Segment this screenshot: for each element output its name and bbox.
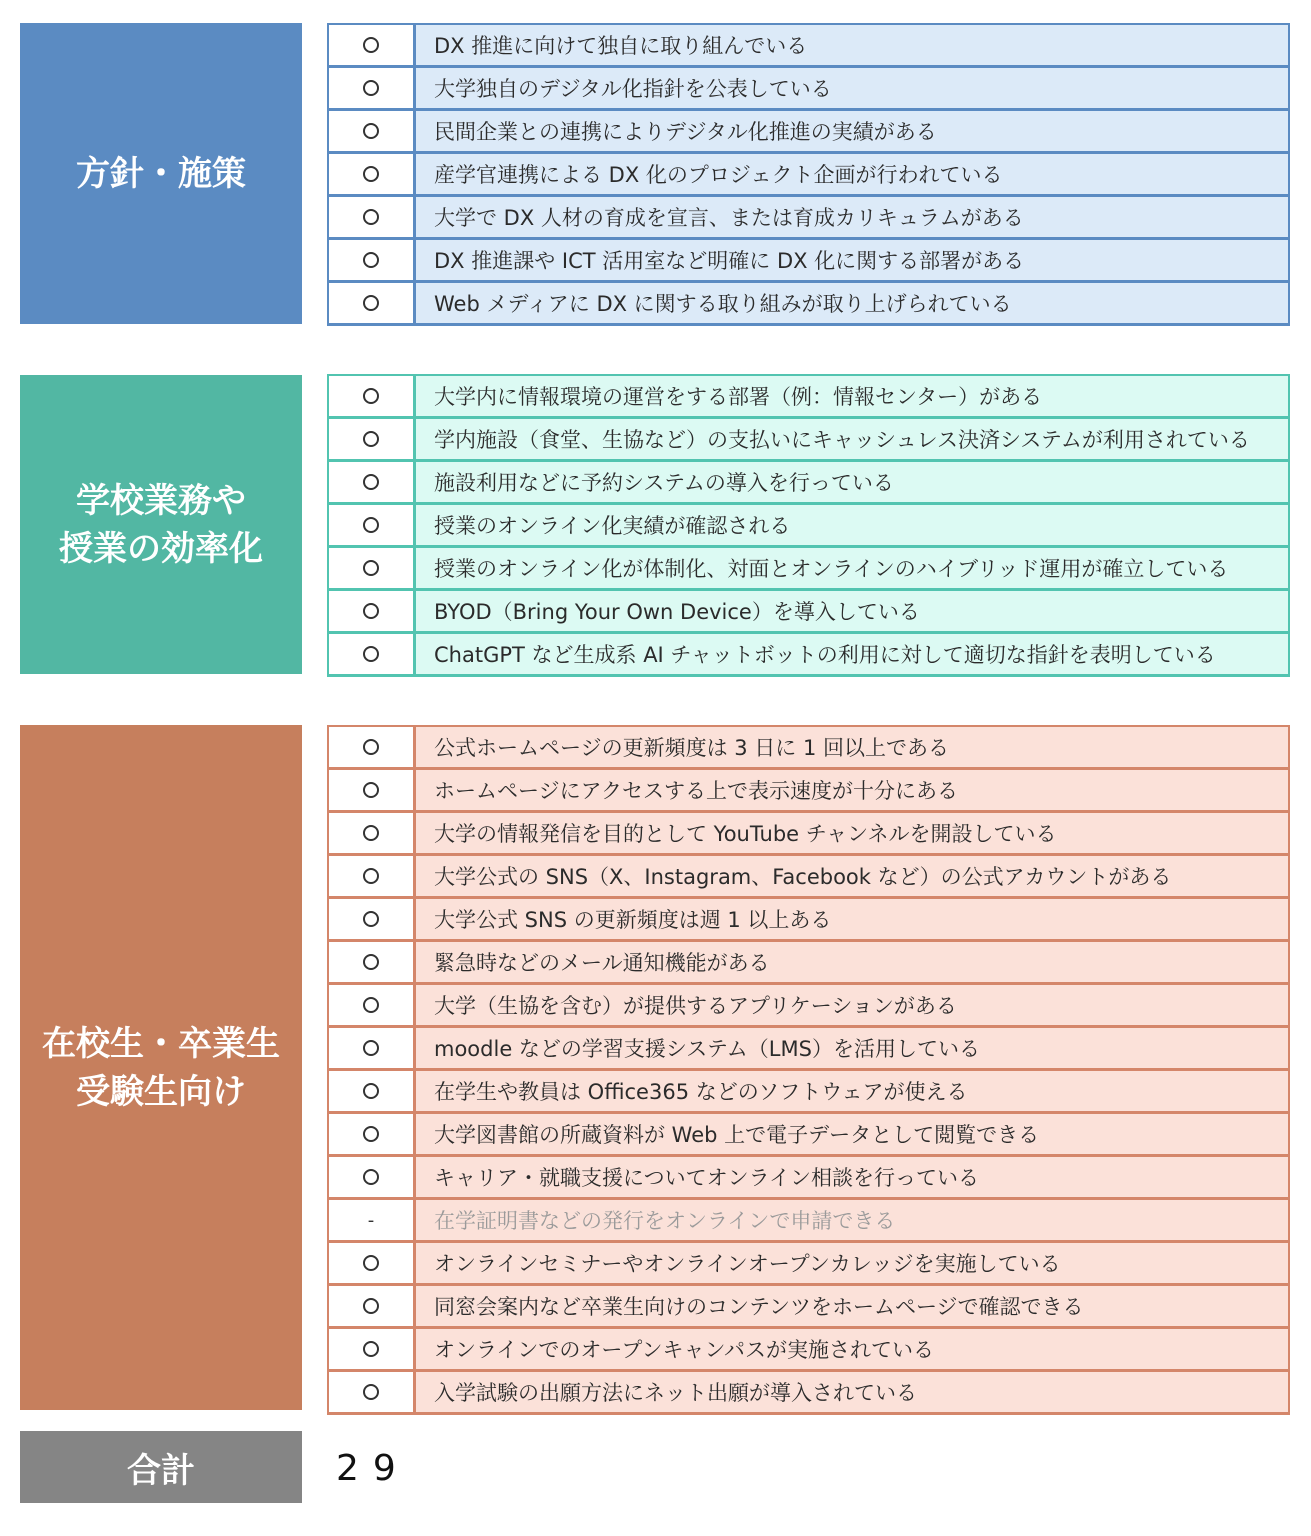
circle-icon (363, 1126, 379, 1142)
row-text: 入学試験の出願方法にネット出願が導入されている (416, 1372, 1288, 1412)
table-row (329, 770, 1288, 813)
status-mark (329, 376, 416, 416)
status-mark (329, 727, 416, 767)
table-row (329, 1114, 1288, 1157)
row-text: 在学生や教員は Office365 などのソフトウェアが使える (416, 1071, 1288, 1111)
status-mark (329, 591, 416, 631)
row-text: BYOD（Bring Your Own Device）を導入している (416, 591, 1288, 631)
status-mark (329, 1071, 416, 1111)
table-row (329, 68, 1288, 111)
table-row (329, 548, 1288, 591)
status-mark (329, 68, 416, 108)
status-mark (329, 154, 416, 194)
table-row (329, 1286, 1288, 1329)
status-mark (329, 462, 416, 502)
circle-icon (363, 431, 379, 447)
circle-icon (363, 123, 379, 139)
section-label: 方針・施策 (20, 23, 302, 324)
row-text: 大学図書館の所蔵資料が Web 上で電子データとして閲覧できる (416, 1114, 1288, 1154)
table-row (329, 25, 1288, 68)
row-text: 学内施設（食堂、生協など）の支払いにキャッシュレス決済システムが利用されている (416, 419, 1288, 459)
circle-icon (363, 560, 379, 576)
circle-icon (363, 603, 379, 619)
row-text: Web メディアに DX に関する取り組みが取り上げられている (416, 283, 1288, 323)
table-row (329, 419, 1288, 462)
table-row (329, 462, 1288, 505)
circle-icon (363, 782, 379, 798)
status-mark (329, 634, 416, 674)
table-row (329, 376, 1288, 419)
status-mark (329, 770, 416, 810)
status-mark (329, 1157, 416, 1197)
circle-icon (363, 80, 379, 96)
row-text: DX 推進に向けて独自に取り組んでいる (416, 25, 1288, 65)
total-value: 29 (336, 1447, 410, 1489)
checklist-table (327, 23, 1290, 326)
circle-icon (363, 997, 379, 1013)
row-text: ChatGPT など生成系 AI チャットボットの利用に対して適切な指針を表明している (416, 634, 1288, 674)
circle-icon (363, 1255, 379, 1271)
status-mark (329, 283, 416, 323)
row-text: 大学公式の SNS（X、Instagram、Facebook など）の公式アカウントがある (416, 856, 1288, 896)
status-mark (329, 240, 416, 280)
row-text: オンラインセミナーやオンラインオープンカレッジを実施している (416, 1243, 1288, 1283)
table-row (329, 1329, 1288, 1372)
row-text: 産学官連携による DX 化のプロジェクト企画が行われている (416, 154, 1288, 194)
circle-icon (363, 739, 379, 755)
status-mark (329, 985, 416, 1025)
row-text: 大学内に情報環境の運営をする部署（例：情報センター）がある (416, 376, 1288, 416)
table-row (329, 856, 1288, 899)
circle-icon (363, 868, 379, 884)
dash-mark: - (367, 1209, 375, 1231)
circle-icon (363, 825, 379, 841)
status-mark (329, 111, 416, 151)
status-mark (329, 813, 416, 853)
circle-icon (363, 954, 379, 970)
row-text: 大学（生協を含む）が提供するアプリケーションがある (416, 985, 1288, 1025)
row-text: 授業のオンライン化実績が確認される (416, 505, 1288, 545)
status-mark (329, 1243, 416, 1283)
status-mark (329, 419, 416, 459)
circle-icon (363, 517, 379, 533)
row-text: オンラインでのオープンキャンパスが実施されている (416, 1329, 1288, 1369)
status-mark (329, 1372, 416, 1412)
row-text: DX 推進課や ICT 活用室など明確に DX 化に関する部署がある (416, 240, 1288, 280)
table-row (329, 1071, 1288, 1114)
status-mark (329, 1028, 416, 1068)
circle-icon (363, 37, 379, 53)
row-text: moodle などの学習支援システム（LMS）を活用している (416, 1028, 1288, 1068)
circle-icon (363, 1298, 379, 1314)
total-label: 合計 (20, 1431, 302, 1503)
circle-icon (363, 1384, 379, 1400)
status-mark (329, 197, 416, 237)
table-row (329, 899, 1288, 942)
row-text: 緊急時などのメール通知機能がある (416, 942, 1288, 982)
circle-icon (363, 1169, 379, 1185)
table-row (329, 505, 1288, 548)
row-text: 大学公式 SNS の更新頻度は週 1 以上ある (416, 899, 1288, 939)
table-row (329, 1200, 1288, 1243)
table-row (329, 240, 1288, 283)
circle-icon (363, 474, 379, 490)
row-text: 公式ホームページの更新頻度は 3 日に 1 回以上である (416, 727, 1288, 767)
table-row (329, 813, 1288, 856)
checklist-table (327, 374, 1290, 677)
circle-icon (363, 1341, 379, 1357)
row-text: キャリア・就職支援についてオンライン相談を行っている (416, 1157, 1288, 1197)
circle-icon (363, 646, 379, 662)
table-row (329, 591, 1288, 634)
status-mark (329, 899, 416, 939)
checklist-table (327, 725, 1290, 1415)
status-mark (329, 1329, 416, 1369)
table-row (329, 727, 1288, 770)
row-text: 大学で DX 人材の育成を宣言、または育成カリキュラムがある (416, 197, 1288, 237)
row-text: 民間企業との連携によりデジタル化推進の実績がある (416, 111, 1288, 151)
circle-icon (363, 1083, 379, 1099)
table-row (329, 1243, 1288, 1286)
circle-icon (363, 209, 379, 225)
row-text: ホームページにアクセスする上で表示速度が十分にある (416, 770, 1288, 810)
table-row (329, 985, 1288, 1028)
row-text: 大学の情報発信を目的として YouTube チャンネルを開設している (416, 813, 1288, 853)
status-mark (329, 1200, 416, 1240)
circle-icon (363, 252, 379, 268)
circle-icon (363, 388, 379, 404)
circle-icon (363, 911, 379, 927)
status-mark (329, 942, 416, 982)
table-row (329, 1372, 1288, 1415)
row-text: 施設利用などに予約システムの導入を行っている (416, 462, 1288, 502)
status-mark (329, 505, 416, 545)
table-row (329, 111, 1288, 154)
table-row (329, 283, 1288, 326)
table-row (329, 634, 1288, 677)
circle-icon (363, 295, 379, 311)
row-text: 授業のオンライン化が体制化、対面とオンラインのハイブリッド運用が確立している (416, 548, 1288, 588)
status-mark (329, 856, 416, 896)
table-row (329, 1157, 1288, 1200)
section-label: 学校業務や 授業の効率化 (20, 375, 302, 674)
circle-icon (363, 166, 379, 182)
table-row (329, 1028, 1288, 1071)
row-text: 同窓会案内など卒業生向けのコンテンツをホームページで確認できる (416, 1286, 1288, 1326)
circle-icon (363, 1040, 379, 1056)
status-mark (329, 25, 416, 65)
row-text: 大学独自のデジタル化指針を公表している (416, 68, 1288, 108)
status-mark (329, 1114, 416, 1154)
section-label: 在校生・卒業生 受験生向け (20, 725, 302, 1410)
row-text: 在学証明書などの発行をオンラインで申請できる (416, 1200, 1288, 1240)
status-mark (329, 548, 416, 588)
table-row (329, 197, 1288, 240)
status-mark (329, 1286, 416, 1326)
table-row (329, 942, 1288, 985)
table-row (329, 154, 1288, 197)
